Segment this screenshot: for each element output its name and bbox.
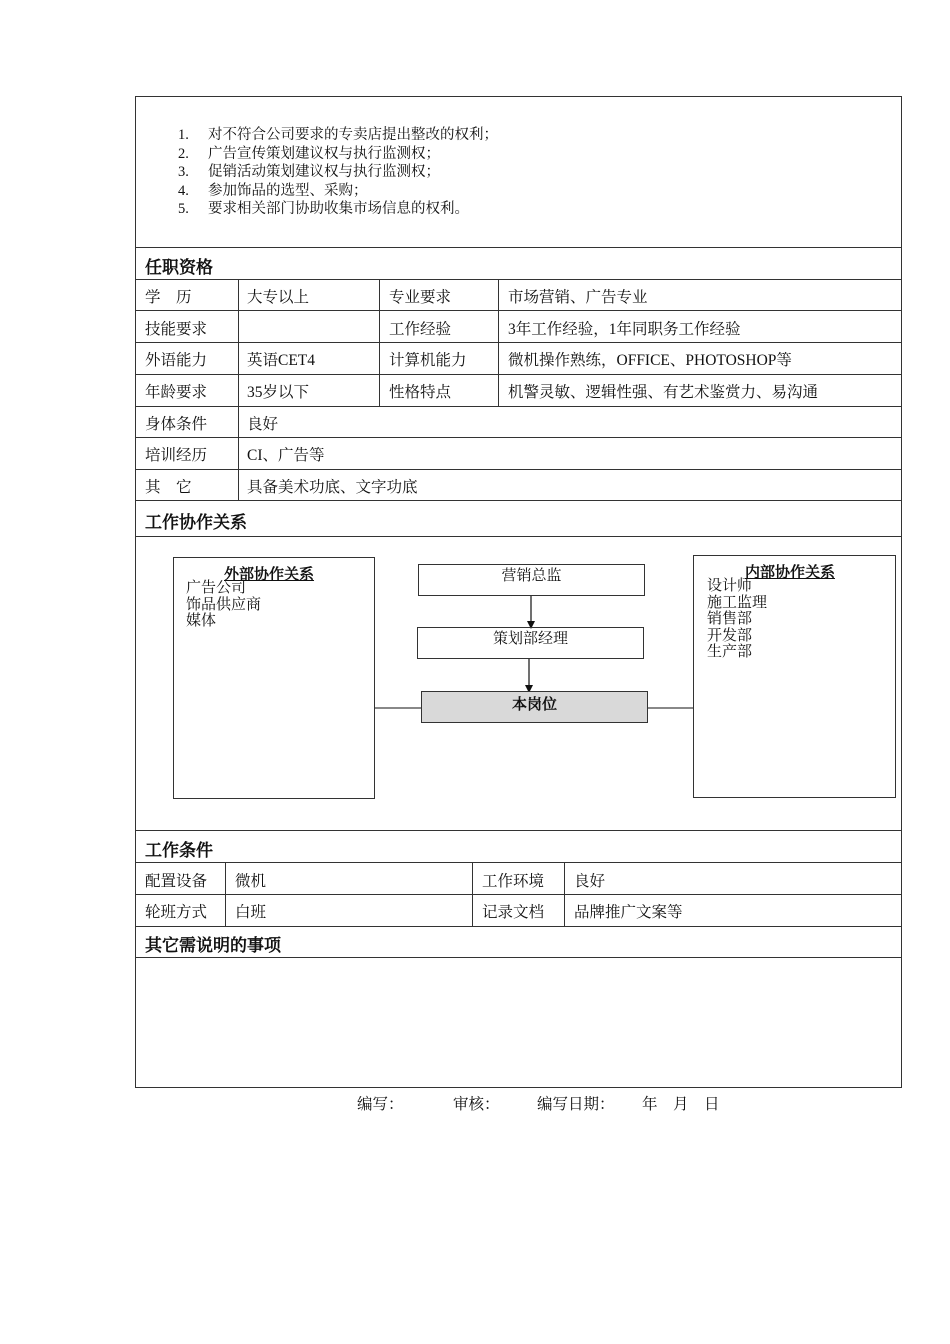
footer-writer: 编写： [357,1096,404,1113]
label-computer: 计算机能力 [389,352,467,369]
list-item: 2. 广告宣传策划建议权与执行监测权； [178,145,440,162]
label-age: 年龄要求 [145,384,208,401]
value-equipment: 微机 [235,873,267,890]
footer-reviewer: 审核： [453,1096,500,1113]
list-item: 施工监理 [707,594,768,611]
node-this-position: 本岗位 [421,691,648,723]
label-major: 专业要求 [389,289,452,306]
value-documents: 品牌推广文案等 [574,904,683,921]
internal-relations-title: 内部协作关系 [745,565,836,581]
value-major: 市场营销、广告专业 [508,289,648,306]
label-education: 学 历 [145,289,192,306]
label-health: 身体条件 [145,416,208,433]
footer-date-value: 年 月 日 [642,1096,720,1113]
list-item: 5. 要求相关部门协助收集市场信息的权利。 [178,201,469,217]
label-environment: 工作环境 [482,873,545,890]
value-computer: 微机操作熟练，OFFICE、PHOTOSHOP等 [508,352,792,369]
label-skills: 技能要求 [145,321,208,338]
external-relations-title: 外部协作关系 [224,567,315,583]
label-shift: 轮班方式 [145,904,208,921]
label-other: 其 它 [145,479,192,496]
list-item: 媒体 [186,613,217,629]
conditions-heading: 工作条件 [145,841,213,860]
value-language: 英语CET4 [247,352,316,369]
label-experience: 工作经验 [389,321,452,338]
value-shift: 白班 [235,904,267,921]
value-personality: 机警灵敏、逻辑性强、有艺术鉴赏力、易沟通 [508,384,819,401]
notes-heading: 其它需说明的事项 [145,936,281,955]
qualifications-heading: 任职资格 [145,258,213,277]
list-item: 4. 参加饰品的选型、采购； [178,182,368,199]
label-personality: 性格特点 [389,384,452,401]
relations-heading: 工作协作关系 [145,513,247,532]
label-equipment: 配置设备 [145,873,208,890]
footer-date-label: 编写日期： [537,1096,615,1113]
value-other: 具备美术功底、文字功底 [247,479,418,496]
list-item: 生产部 [707,644,753,660]
node-planning-manager: 策划部经理 [417,627,644,659]
list-item: 开发部 [707,627,753,644]
list-item: 3. 促销活动策划建议权与执行监测权； [178,164,440,180]
list-item: 销售部 [707,611,753,627]
value-age: 35岁以下 [247,384,310,401]
list-item: 广告公司 [186,580,247,596]
label-documents: 记录文档 [482,904,545,921]
label-language: 外语能力 [145,352,208,369]
value-education: 大专以上 [247,289,310,306]
list-item: 设计师 [707,578,753,594]
value-training: CI、广告等 [247,447,325,464]
value-health: 良好 [247,416,279,433]
label-training: 培训经历 [145,447,208,464]
value-experience: 3年工作经验，1年同职务工作经验 [508,321,741,338]
list-item: 饰品供应商 [186,596,262,613]
value-environment: 良好 [574,873,606,890]
node-marketing-director: 营销总监 [418,564,645,596]
list-item: 1. 对不符合公司要求的专卖店提出整改的权利； [178,127,498,143]
